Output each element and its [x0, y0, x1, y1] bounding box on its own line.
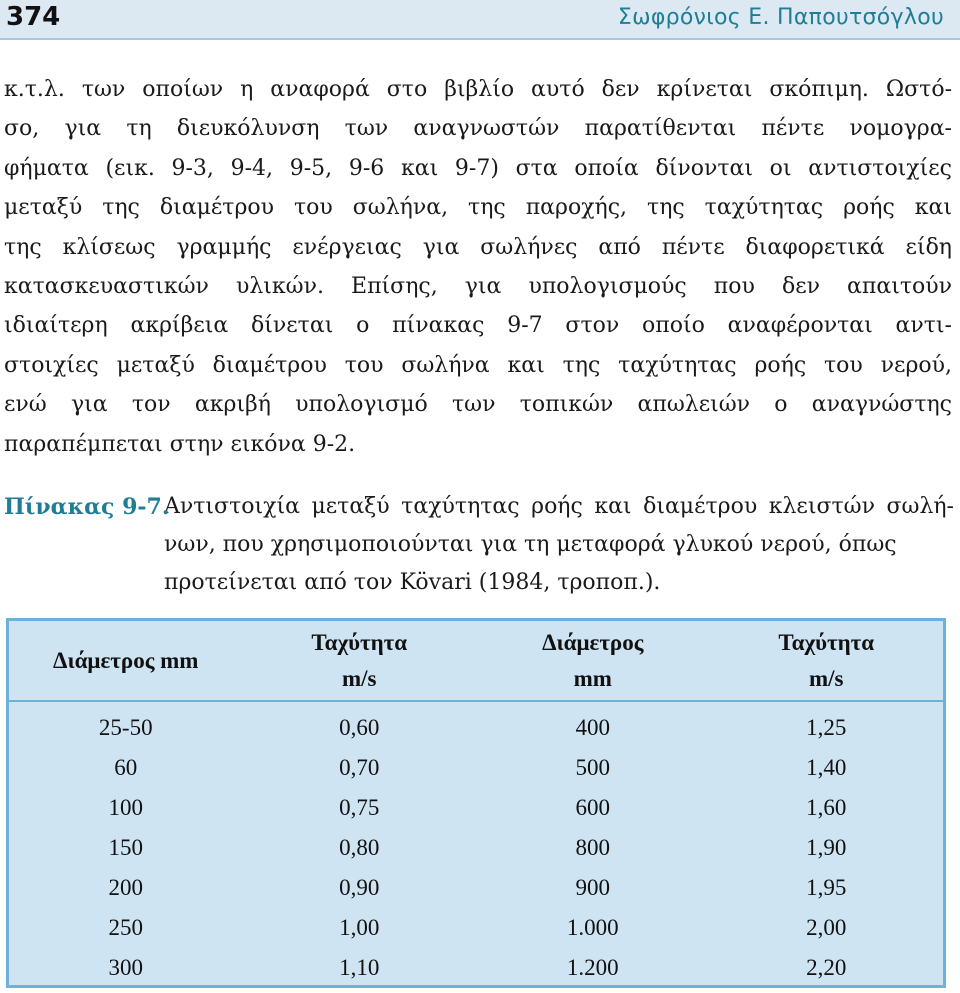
- table-row: [9, 701, 943, 748]
- body-line: κ.τ.λ. των οποίων η αναφορά στο βιβλίο αυτό δεν κρίνεται σκόπιμη. Ωστό-: [4, 77, 952, 102]
- header-diameter-2: Διάμετρος mm: [476, 621, 710, 701]
- caption-line: νων, που χρησιμοποιούνται για τη μεταφορά γλυκού νερού, όπως: [164, 532, 897, 557]
- table-cell: 150: [108, 835, 143, 860]
- table-cell: 100: [108, 795, 143, 820]
- table-cell: 1,10: [339, 955, 380, 980]
- table-cell: 200: [108, 875, 143, 900]
- table-cell: 0,90: [339, 875, 380, 900]
- table-cell: 400: [575, 715, 610, 740]
- table-row: [9, 868, 943, 908]
- page-number: 374: [6, 2, 61, 32]
- table-cell: 0,70: [339, 755, 380, 780]
- table-cell: 1,25: [806, 715, 847, 740]
- table-row: [9, 788, 943, 828]
- table-cell: 0,80: [339, 835, 380, 860]
- table-cell: 1,95: [806, 875, 847, 900]
- table-cell: 300: [108, 955, 143, 980]
- table-cell: 250: [108, 915, 143, 940]
- page-header: [0, 0, 960, 40]
- body-line: στοιχίες μεταξύ διαμέτρου του σωλήνα και της ταχύτητας ροής του νερού,: [4, 352, 952, 378]
- table-cell: 1,90: [806, 835, 847, 860]
- header-velocity-1: Ταχύτητα m/s: [243, 621, 477, 701]
- body-line: παραπέμπεται στην εικόνα 9-2.: [4, 431, 356, 457]
- table-cell: 500: [575, 755, 610, 780]
- caption-label: Πίνακας 9-7.: [4, 494, 170, 520]
- running-head: Σωφρόνιος Ε. Παπουτσόγλου: [617, 5, 944, 30]
- caption-line: προτείνεται από τον Kövari (1984, τροποπ.).: [164, 570, 661, 595]
- table-cell: 1,40: [806, 755, 847, 780]
- body-paragraph: [4, 70, 952, 464]
- table-header-row: [9, 621, 943, 701]
- table-cell: 1.200: [566, 955, 619, 980]
- body-line: ιδιαίτερη ακρίβεια δίνεται ο πίνακας 9-7 στον οποίο αναφέρονται αντι-: [4, 313, 952, 339]
- table-cell: 900: [575, 875, 610, 900]
- body-line: σο, για τη διευκόλυνση των αναγνωστών παρατίθενται πέντε νομογρα-: [4, 116, 952, 142]
- table-cell: 1,60: [806, 795, 847, 820]
- table-cell: 0,75: [339, 795, 380, 820]
- header-velocity-2: Ταχύτητα m/s: [710, 621, 944, 701]
- table-row: [9, 748, 943, 788]
- table-row: [9, 908, 943, 948]
- table-cell: 25-50: [98, 715, 153, 740]
- body-line: κατασκευαστικών υλικών. Επίσης, για υπολογισμούς που δεν απαιτούν: [4, 274, 952, 300]
- velocity-diameter-table: [6, 618, 946, 988]
- table-cell: 0,60: [339, 715, 380, 740]
- body-line: ενώ για τον ακριβή υπολογισμό των τοπικών απωλειών ο αναγνώστης: [4, 392, 952, 418]
- table-cell: 1.000: [566, 915, 619, 940]
- table-caption: [4, 488, 954, 602]
- caption-line: Αντιστοιχία μεταξύ ταχύτητας ροής και διαμέτρου κλειστών σωλή-: [164, 494, 954, 519]
- table-cell: 800: [575, 835, 610, 860]
- body-line: της κλίσεως γραμμής ενέργειας για σωλήνες από πέντε διαφορετικά είδη: [4, 234, 952, 260]
- table-cell: 2,20: [806, 955, 847, 980]
- header-diameter-1: Διάμετρος mm: [9, 621, 243, 701]
- table-row: [9, 828, 943, 868]
- table-cell: 60: [114, 755, 138, 780]
- body-line: μεταξύ της διαμέτρου του σωλήνα, της παροχής, της ταχύτητας ροής και: [4, 195, 952, 221]
- table-row: [9, 948, 943, 988]
- table-cell: 1,00: [339, 915, 380, 940]
- table-cell: 600: [575, 795, 610, 820]
- body-line: φήματα (εικ. 9-3, 9-4, 9-5, 9-6 και 9-7) στα οποία δίνονται οι αντιστοιχίες: [4, 155, 952, 181]
- table-cell: 2,00: [806, 915, 847, 940]
